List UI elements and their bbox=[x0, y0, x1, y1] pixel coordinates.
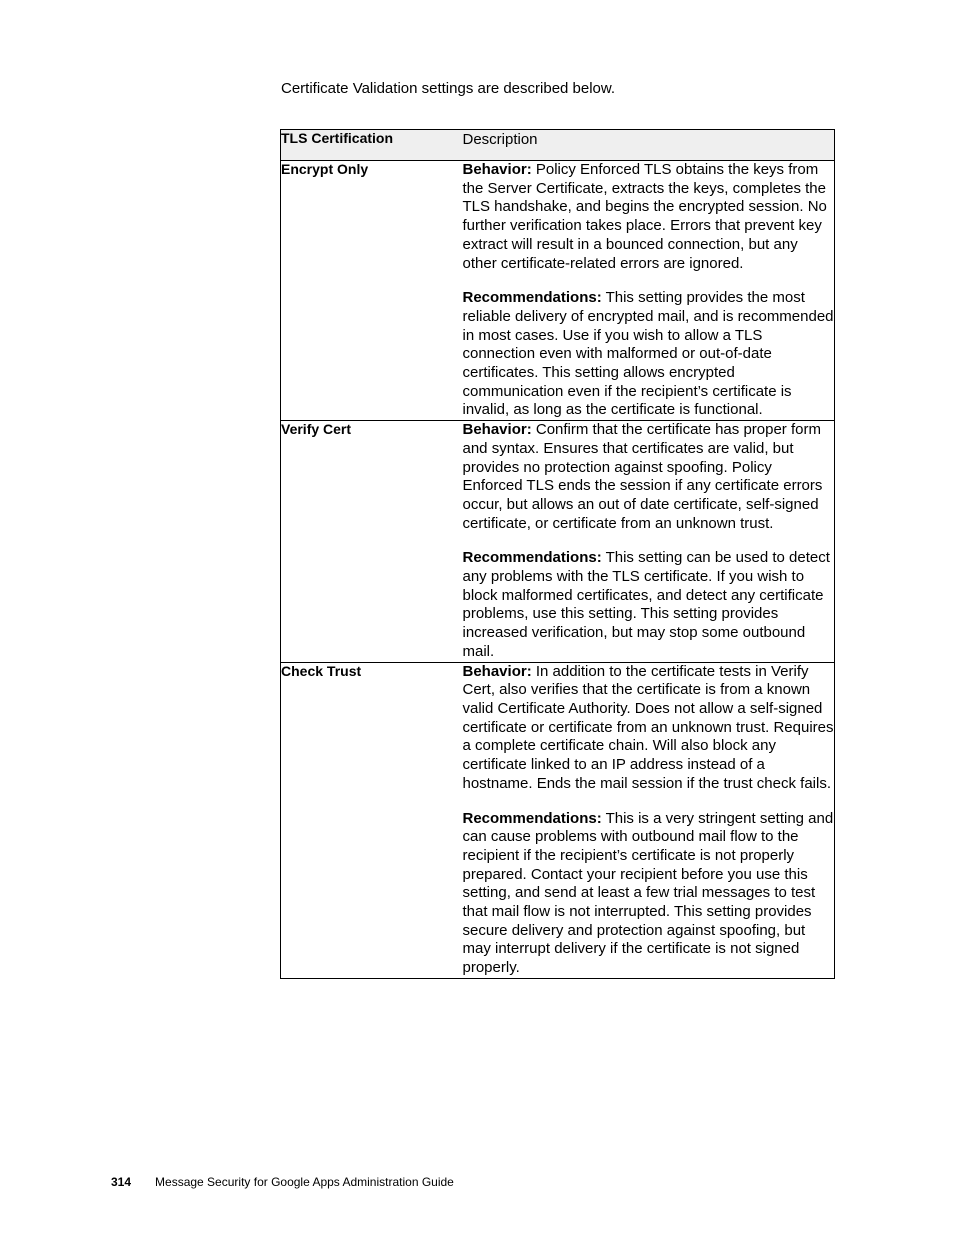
setting-description bbox=[463, 662, 835, 978]
behavior-text: In addition to the certificate tests in Verify Cert, also verifies that the certificate is from a known valid Certificate Authority. Does not allow a self-signed certificate or certificate from an unknown trust. Requires a complete certificate chain. Will also block any certificate linked to an IP address instead of a hostname. Ends the mail session if the trust check fails. bbox=[462, 662, 834, 792]
behavior-text: Policy Enforced TLS obtains the keys from the Server Certificate, extracts the keys, completes the TLS handshake, and begins the encrypted session. No further verification takes place. Errors that prevent key extract will result in a bounced connection, but any other certificate-related errors are ignored. bbox=[462, 161, 827, 272]
table-row bbox=[281, 421, 835, 662]
recommendations-text: This setting provides the most reliable delivery of encrypted mail, and is recommended in most cases. Use if you wish to allow a TLS connection even with malformed or out-of-date certificates. This setting allows encrypted communication even if the recipient’s certificate is invalid, as long as the certificate is functional. bbox=[462, 289, 834, 419]
setting-name: Verify Cert bbox=[281, 421, 463, 662]
behavior-paragraph bbox=[463, 161, 835, 273]
behavior-text: Confirm that the certificate has proper form and syntax. Ensures that certificates are valid, but provides no protection against spoofing. Policy Enforced TLS ends the session if any certificate errors occur, but allows an out of date certificate, self-signed certificate, or certificate from an unknown trust. bbox=[462, 421, 823, 532]
recommendations-label: Recommendations: bbox=[462, 809, 602, 827]
column-header-description: Description bbox=[463, 130, 835, 161]
behavior-paragraph bbox=[463, 421, 835, 533]
setting-name: Encrypt Only bbox=[281, 161, 463, 421]
behavior-label: Behavior: bbox=[462, 662, 532, 680]
recommendations-label: Recommendations: bbox=[462, 549, 602, 567]
recommendations-paragraph bbox=[463, 549, 835, 661]
table-row bbox=[281, 662, 835, 978]
recommendations-paragraph bbox=[463, 289, 835, 420]
recommendations-text: This is a very stringent setting and can cause problems with outbound mail flow to the recipient if the recipient’s certificate is not properly prepared. Contact your recipient before you use this setting, and send at least a few trial messages to test that mail flow is not interrupted. This setting provides secure delivery and protection against spoofing, but may interrupt delivery if the certificate is not signed properly. bbox=[462, 809, 834, 977]
page-number: 314 bbox=[111, 1175, 132, 1189]
behavior-paragraph bbox=[463, 663, 835, 794]
footer-title: Message Security for Google Apps Administration Guide bbox=[155, 1175, 454, 1189]
recommendations-text: This setting can be used to detect any problems with the TLS certificate. If you wish to block malformed certificates, and detect any certificate problems, use this setting. This setting provides increased verification, but may stop some outbound mail. bbox=[462, 549, 830, 660]
table-header-row bbox=[281, 130, 835, 161]
column-header-tls-certification: TLS Certification bbox=[281, 130, 463, 161]
recommendations-paragraph bbox=[463, 810, 835, 978]
setting-name: Check Trust bbox=[281, 662, 463, 978]
page-footer bbox=[111, 1175, 454, 1189]
recommendations-label: Recommendations: bbox=[462, 289, 602, 307]
setting-description bbox=[463, 161, 835, 421]
behavior-label: Behavior: bbox=[462, 421, 532, 439]
tls-certification-table bbox=[280, 129, 835, 979]
setting-description bbox=[463, 421, 835, 662]
behavior-label: Behavior: bbox=[462, 161, 532, 178]
intro-text: Certificate Validation settings are described below. bbox=[281, 80, 616, 97]
table-row bbox=[281, 161, 835, 421]
